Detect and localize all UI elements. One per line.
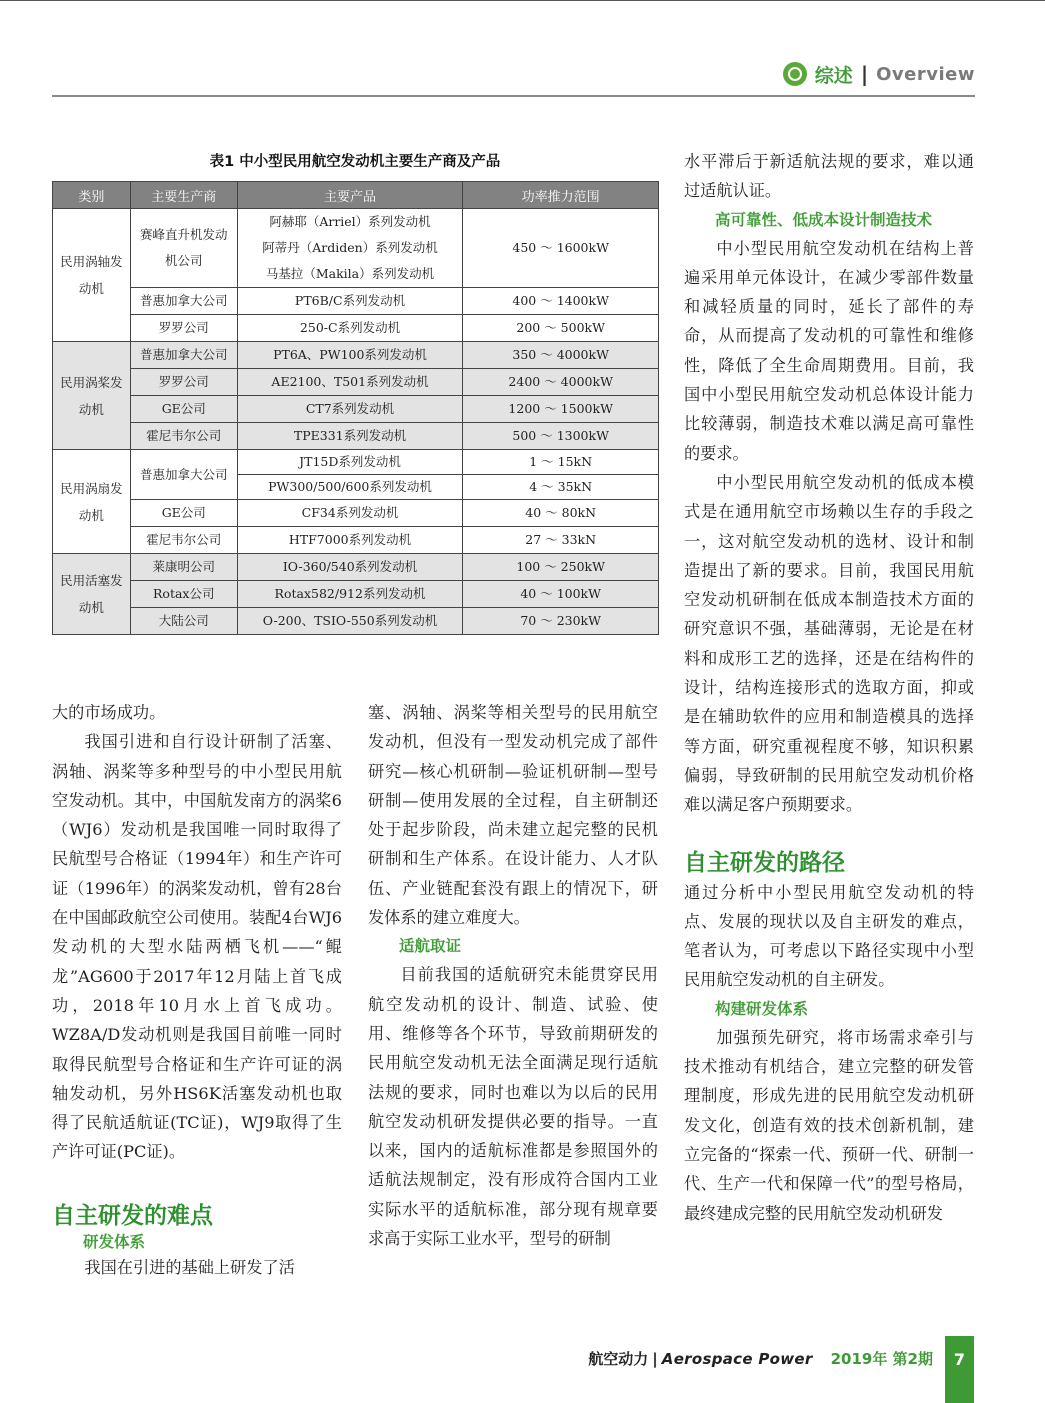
range-cell: 70 ～ 230kW	[463, 608, 659, 635]
subsection-heading: 构建研发体系	[715, 999, 809, 1018]
subsection-heading: 高可靠性、低成本设计制造技术	[715, 210, 933, 229]
maker-cell: 普惠加拿大公司	[130, 450, 237, 500]
maker-cell: 罗罗公司	[130, 369, 237, 396]
article-column-3	[684, 147, 974, 1228]
range-cell: 1 ～ 15kN	[463, 450, 659, 475]
article-column-1	[52, 698, 342, 1282]
category-cell: 民用涡桨发动机	[53, 342, 131, 450]
product-cell: Rotax582/912系列发动机	[237, 581, 463, 608]
maker-cell: 赛峰直升机发动机公司	[130, 209, 237, 288]
product-cell: O-200、TSIO-550系列发动机	[237, 608, 463, 635]
table-row	[53, 369, 659, 396]
section-heading: 自主研发的路径	[684, 849, 845, 876]
table-row	[53, 554, 659, 581]
product-line: 阿赫耶（Arriel）系列发动机	[269, 214, 431, 229]
maker-cell: GE公司	[130, 396, 237, 423]
product-cell: CF34系列发动机	[237, 500, 463, 527]
table-row	[53, 608, 659, 635]
range-cell: 2400 ～ 4000kW	[463, 369, 659, 396]
category-cell: 民用涡轴发动机	[53, 209, 131, 342]
header-rule	[52, 95, 975, 97]
journal-name-en: Aerospace Power	[661, 1350, 813, 1368]
maker-cell: 普惠加拿大公司	[130, 342, 237, 369]
range-cell: 4 ～ 35kN	[463, 475, 659, 500]
product-cell: PW300/500/600系列发动机	[237, 475, 463, 500]
product-cell: PT6B/C系列发动机	[237, 288, 463, 315]
maker-cell: 莱康明公司	[130, 554, 237, 581]
maker-cell: GE公司	[130, 500, 237, 527]
table-row	[53, 288, 659, 315]
product-cell	[237, 209, 463, 288]
header-product: 主要产品	[237, 182, 463, 209]
range-cell: 27 ～ 33kN	[463, 527, 659, 554]
paragraph: 中小型民用航空发动机在结构上普遍采用单元体设计，在减少零部件数量和减轻质量的同时，延长了部件的寿命，从而提高了发动机的可靠性和维修性，降低了全生命周期费用。目前，我国中小型民用航空发动机总体设计能力比较薄弱，制造技术难以满足高可靠性的要求。	[684, 238, 974, 463]
paragraph: 大的市场成功。	[52, 703, 166, 722]
header-maker: 主要生产商	[130, 182, 237, 209]
product-cell: 250-C系列发动机	[237, 315, 463, 342]
table-caption: 表1 中小型民用航空发动机主要生产商及产品	[209, 154, 501, 170]
table-row	[53, 315, 659, 342]
journal-name-cn: 航空动力	[588, 1350, 649, 1368]
range-cell: 350 ～ 4000kW	[463, 342, 659, 369]
subsection-heading: 适航取证	[399, 937, 462, 956]
header-category: 类别	[53, 182, 131, 209]
category-cell: 民用涡扇发动机	[53, 450, 131, 554]
paragraph: 中小型民用航空发动机的低成本模式是在通用航空市场赖以生存的手段之一，这对航空发动机的选材、设计和制造提出了新的要求。目前，我国民用航空发动机研制在低成本制造技术方面的研究意识不强，基础薄弱，无论是在材料和成形工艺的选择，还是在结构件的设计，结构连接形式的选取方面，抑或是在辅助软件的应用和制造模具的选择等方面，研究重视程度不够，知识积累偏弱，导致研制的民用航空发动机价格难以满足客户预期要求。	[684, 472, 974, 815]
table-row	[53, 500, 659, 527]
table-row	[53, 209, 659, 288]
maker-cell: 罗罗公司	[130, 315, 237, 342]
product-cell: JT15D系列发动机	[237, 450, 463, 475]
category-cell: 民用活塞发动机	[53, 554, 131, 635]
product-cell: PT6A、PW100系列发动机	[237, 342, 463, 369]
product-cell: IO-360/540系列发动机	[237, 554, 463, 581]
table-row	[53, 581, 659, 608]
range-cell: 200 ～ 500kW	[463, 315, 659, 342]
paragraph: 水平滞后于新适航法规的要求，难以通过适航认证。	[684, 152, 974, 201]
paragraph: 通过分析中小型民用航空发动机的特点、发展的现状以及自主研发的难点，笔者认为，可考虑以下路径实现中小型民用航空发动机的自主研发。	[684, 882, 974, 990]
range-cell: 40 ～ 80kN	[463, 500, 659, 527]
table-header-row	[53, 182, 659, 209]
paragraph: 塞、涡轴、涡桨等相关型号的民用航空发动机，但没有一型发动机完成了部件研究—核心机研制—验证机研制—型号研制—使用发展的全过程，自主研制还处于起步阶段，尚未建立起完整的民机研制和生产体系。在设计能力、人才队伍、产业链配套没有跟上的情况下，研发体系的建立难度大。	[368, 703, 658, 928]
product-cell: HTF7000系列发动机	[237, 527, 463, 554]
maker-cell: 大陆公司	[130, 608, 237, 635]
table-row	[53, 342, 659, 369]
paragraph: 我国引进和自行设计研制了活塞、涡轴、涡桨等多种型号的中小型民用航空发动机。其中，中国航发南方的涡桨6（WJ6）发动机是我国唯一同时取得了民航型号合格证（1994年）和生产许可证（1996年）的涡桨发动机，曾有28台在中国邮政航空公司使用。装配4台WJ6发动机的大型水陆两栖飞机——“鲲龙”AG600于2017年12月陆上首飞成功，2018年10月水上首飞成功。WZ8A/D发动机则是我国目前唯一同时取得民航型号合格证和生产许可证的涡轴发动机，另外HS6K活塞发动机也取得了民航适航证(TC证)，WJ9取得了生产许可证(PC证)。	[52, 732, 342, 1162]
product-cell: TPE331系列发动机	[237, 423, 463, 450]
paragraph: 加强预先研究，将市场需求牵引与技术推动有机结合，建立完整的研发管理制度，形成先进的民用航空发动机研发文化，创造有效的技术创新机制，建立完备的“探索一代、预研一代、研制一代、生产一代和保障一代”的型号格局，最终建成完整的民用航空发动机研发	[684, 1027, 974, 1223]
article-column-2	[368, 698, 658, 1253]
section-header	[783, 60, 975, 88]
range-cell: 100 ～ 250kW	[463, 554, 659, 581]
section-title-cn: 综述	[814, 64, 853, 87]
paragraph: 我国在引进的基础上研发了活	[84, 1257, 295, 1277]
product-line: 马基拉（Makila）系列发动机	[265, 266, 435, 281]
maker-cell: 霍尼韦尔公司	[130, 527, 237, 554]
issue-label: 2019年 第2期	[830, 1350, 933, 1368]
page-footer	[588, 1348, 933, 1369]
header-separator: |	[860, 62, 869, 86]
table-row	[53, 450, 659, 475]
page-number: 7	[945, 1336, 974, 1403]
range-cell: 500 ～ 1300kW	[463, 423, 659, 450]
maker-cell: 霍尼韦尔公司	[130, 423, 237, 450]
section-heading: 自主研发的难点	[52, 1202, 213, 1229]
maker-cell: Rotax公司	[130, 581, 237, 608]
product-cell: CT7系列发动机	[237, 396, 463, 423]
paragraph: 目前我国的适航研究未能贯穿民用航空发动机的设计、制造、试验、使用、维修等各个环节，导致前期研发的民用航空发动机无法全面满足现行适航法规的要求，同时也难以为以后的民用航空发动机研发提供必要的指导。一直以来，国内的适航标准都是参照国外的适航法规制定，没有形成符合国内工业实际水平的适航标准，部分现有规章要求高于实际工业水平，型号的研制	[368, 965, 658, 1249]
range-cell: 450 ～ 1600kW	[463, 209, 659, 288]
top-border-line	[0, 0, 1045, 1]
header-range: 功率推力范围	[463, 182, 659, 209]
product-cell: AE2100、T501系列发动机	[237, 369, 463, 396]
maker-cell: 普惠加拿大公司	[130, 288, 237, 315]
range-cell: 400 ～ 1400kW	[463, 288, 659, 315]
table-row	[53, 527, 659, 554]
range-cell: 40 ～ 100kW	[463, 581, 659, 608]
range-cell: 1200 ～ 1500kW	[463, 396, 659, 423]
table-row	[53, 423, 659, 450]
section-title-en: Overview	[876, 63, 975, 85]
subsection-heading: 研发体系	[83, 1232, 146, 1251]
engine-manufacturers-table	[52, 181, 659, 635]
product-line: 阿蒂丹（Ardiden）系列发动机	[262, 240, 438, 255]
table-row	[53, 396, 659, 423]
footer-separator: |	[652, 1350, 658, 1368]
journal-logo-icon	[783, 62, 807, 86]
